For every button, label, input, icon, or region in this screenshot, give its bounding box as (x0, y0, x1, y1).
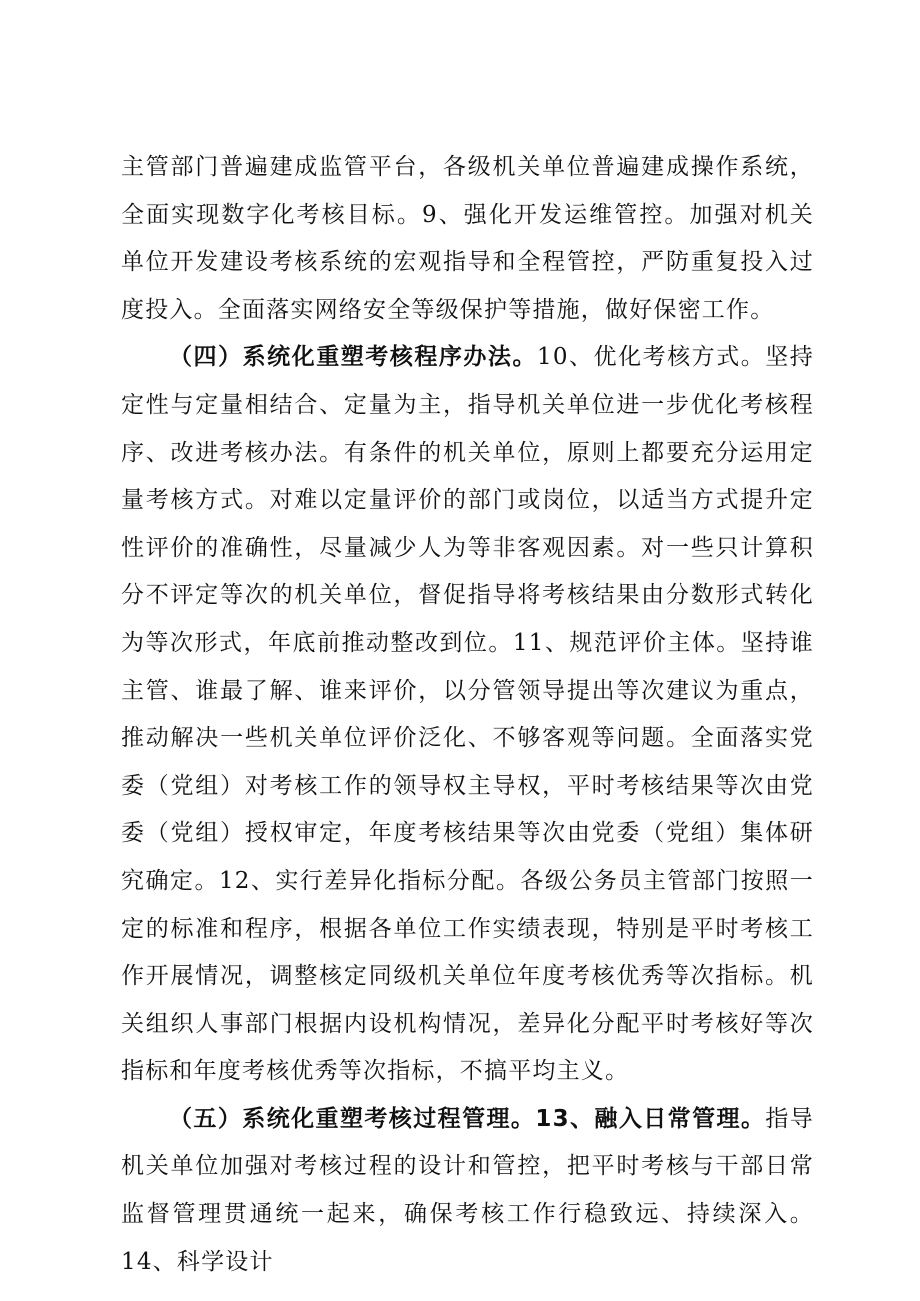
section-4-paragraph (121, 334, 814, 1096)
section-4-heading: （四）系统化重塑考核程序办法。 (169, 344, 537, 371)
paragraph-continued: 主管部门普遍建成监管平台，各级机关单位普遍建成操作系统，全面实现数字化考核目标。9、强化开发运维管控。加强对机关单位开发建设考核系统的宏观指导和全程管控，严防重复投入过度投入。全面落实网络安全等级保护等措施，做好保密工作。 (121, 154, 814, 323)
section-5-body: 指导机关单位加强对考核过程的设计和管控，把平时考核与干部日常监督管理贯通统一起来，确保考核工作行稳致远、持续深入。14、科学设计 (121, 1105, 814, 1275)
section-5-item-13-title: 13、融入日常管理。 (535, 1105, 766, 1132)
section-5-paragraph (121, 1096, 814, 1286)
section-4-body: 10、优化考核方式。坚持定性与定量相结合、定量为主，指导机关单位进一步优化考核程序、改进考核办法。有条件的机关单位，原则上都要充分运用定量考核方式。对难以定量评价的部门或岗位，以适当方式提升定性评价的准确性，尽量减少人为等非客观因素。对一些只计算积分不评定等次的机关单位，督促指导将考核结果由分数形式转化为等次形式，年底前推动整改到位。11、规范评价主体。坚持谁主管、谁最了解、谁来评价，以分管领导提出等次建议为重点，推动解决一些机关单位评价泛化、不够客观等问题。全面落实党委（党组）对考核工作的领导权主导权，平时考核结果等次由党委（党组）授权审定，年度考核结果等次由党委（党组）集体研究确定。12、实行差异化指标分配。各级公务员主管部门按照一定的标准和程序，根据各单位工作实绩表现，特别是平时考核工作开展情况，调整核定同级机关单位年度考核优秀等次指标。机关组织人事部门根据内设机构情况，差异化分配平时考核好等次指标和年度考核优秀等次指标，不搞平均主义。 (121, 344, 814, 1085)
section-5-heading: （五）系统化重塑考核过程管理。 (169, 1105, 536, 1132)
